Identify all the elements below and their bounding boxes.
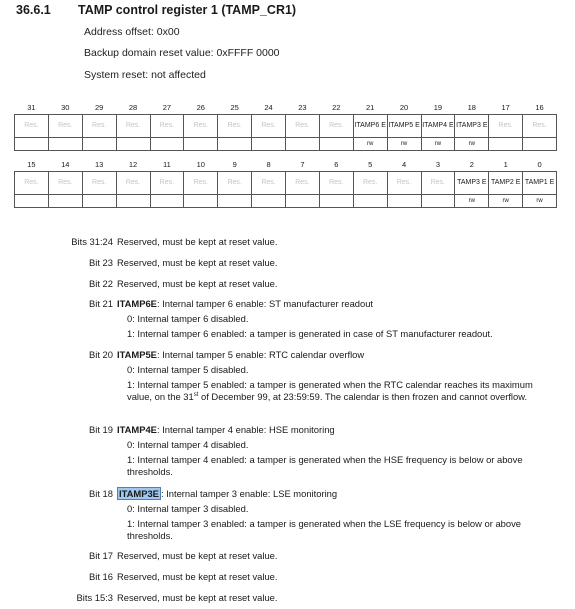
access-type	[319, 195, 353, 208]
access-type	[252, 138, 286, 151]
access-type	[387, 195, 421, 208]
bit-number: 14	[61, 159, 70, 169]
bit-number: 17	[501, 102, 510, 112]
bit-text: Reserved, must be kept at reset value.	[117, 257, 278, 268]
bit-label: Bit 19	[89, 424, 113, 435]
access-type	[319, 138, 353, 151]
bit-label: Bits 15:3	[76, 592, 113, 603]
reserved-field: Res.	[218, 172, 252, 195]
field-name: ITAMP5E	[117, 349, 157, 360]
access-type	[15, 195, 49, 208]
bit-number: 19	[433, 102, 443, 112]
access-type	[286, 195, 320, 208]
register-map-lower	[14, 158, 557, 208]
reserved-field: Res.	[218, 115, 252, 138]
bit-number: 12	[128, 159, 138, 169]
access-type: rw	[455, 195, 489, 208]
bit-label: Bit 23	[89, 257, 113, 268]
bit-text: Reserved, must be kept at reset value.	[117, 571, 278, 582]
bit-text: : Internal tamper 5 enable: RTC calendar overflow	[156, 349, 365, 360]
bit-text: : Internal tamper 4 enable: HSE monitoring	[156, 424, 335, 435]
field-name: ITAMP4E	[117, 424, 157, 435]
value-1: 1: Internal tamper 3 enabled: a tamper is generated when the LSE frequency is below or above thresholds.	[127, 518, 521, 541]
reserved-field: Res.	[184, 115, 218, 138]
register-field: TAMP3 E	[455, 172, 489, 195]
bit-number: 23	[298, 102, 307, 112]
reserved-field: Res.	[319, 115, 353, 138]
bit-number: 2	[469, 159, 474, 169]
access-type	[48, 195, 82, 208]
reserved-field: Res.	[150, 172, 184, 195]
value-0: 0: Internal tamper 4 disabled.	[127, 439, 249, 450]
reserved-field: Res.	[48, 115, 82, 138]
value-1: 1: Internal tamper 5 enabled: a tamper is generated when the RTC calendar reaches its maximum value, on the 31st of December 99, at 23:59:59. The calendar is then frozen and cannot overflow.	[127, 379, 533, 402]
bit-number: 6	[334, 159, 339, 169]
reserved-field: Res.	[150, 115, 184, 138]
reserved-field: Res.	[353, 172, 387, 195]
field-name: ITAMP6E	[117, 298, 157, 309]
section-heading	[16, 3, 296, 17]
access-type: rw	[455, 138, 489, 151]
value-1: 1: Internal tamper 4 enabled: a tamper is generated when the HSE frequency is below or above thresholds.	[127, 454, 523, 477]
reserved-field: Res.	[116, 115, 150, 138]
bit-number: 29	[95, 102, 104, 112]
address-offset: Address offset: 0x00	[84, 26, 180, 38]
value-0: 0: Internal tamper 3 disabled.	[127, 503, 249, 514]
access-type: rw	[523, 195, 557, 208]
access-type: rw	[387, 138, 421, 151]
access-type: rw	[353, 138, 387, 151]
bit-text: : Internal tamper 3 enable: LSE monitoring	[160, 488, 338, 499]
bit-text: Reserved, must be kept at reset value.	[117, 550, 278, 561]
access-type	[82, 195, 116, 208]
access-type	[286, 138, 320, 151]
system-reset: System reset: not affected	[84, 69, 206, 81]
access-type	[150, 195, 184, 208]
bit-text: Reserved, must be kept at reset value.	[117, 278, 278, 289]
bit-number: 8	[266, 159, 271, 169]
bit-number: 22	[332, 102, 341, 112]
reserved-field: Res.	[489, 115, 523, 138]
bit-text: Reserved, must be kept at reset value.	[117, 236, 278, 247]
reserved-field: Res.	[15, 115, 49, 138]
access-type	[489, 138, 523, 151]
bit-number: 18	[467, 102, 476, 112]
access-type	[252, 195, 286, 208]
bit-label: Bit 22	[89, 278, 113, 289]
reserved-field: Res.	[421, 172, 455, 195]
bit-text: : Internal tamper 6 enable: ST manufacturer readout	[156, 298, 374, 309]
register-field: ITAMP3 E	[455, 115, 489, 138]
access-type	[218, 138, 252, 151]
access-type	[116, 138, 150, 151]
access-type	[116, 195, 150, 208]
bit-number: 10	[196, 159, 205, 169]
bit-number: 0	[537, 159, 542, 169]
reserved-field: Res.	[523, 115, 557, 138]
bit-number: 28	[128, 102, 138, 112]
bit-number: 26	[196, 102, 205, 112]
bit-number: 24	[264, 102, 273, 112]
register-field: ITAMP6 E	[353, 115, 387, 138]
access-type	[150, 138, 184, 151]
reserved-field: Res.	[252, 115, 286, 138]
bit-label: Bits 31:24	[71, 236, 113, 247]
access-type	[15, 138, 49, 151]
reserved-field: Res.	[319, 172, 353, 195]
register-field: TAMP1 E	[523, 172, 557, 195]
register-field: ITAMP5 E	[387, 115, 421, 138]
access-type	[218, 195, 252, 208]
register-field: ITAMP4 E	[421, 115, 455, 138]
register-map-upper	[14, 101, 557, 151]
bit-number: 11	[163, 159, 171, 169]
bit-number: 9	[232, 159, 237, 169]
reserved-field: Res.	[286, 172, 320, 195]
access-type	[82, 138, 116, 151]
bit-number: 27	[162, 102, 172, 112]
reserved-field: Res.	[184, 172, 218, 195]
access-type	[184, 195, 218, 208]
reserved-field: Res.	[286, 115, 320, 138]
reserved-field: Res.	[116, 172, 150, 195]
register-field: TAMP2 E	[489, 172, 523, 195]
bit-number: 5	[368, 159, 373, 169]
reserved-field: Res.	[387, 172, 421, 195]
reserved-field: Res.	[48, 172, 82, 195]
bit-label: Bit 16	[89, 571, 113, 582]
bit-number: 30	[61, 102, 70, 112]
reserved-field: Res.	[15, 172, 49, 195]
section-number: 36.6.1	[16, 3, 51, 17]
value-0: 0: Internal tamper 6 disabled.	[127, 313, 249, 324]
bit-label: Bit 17	[89, 550, 113, 561]
bit-number: 3	[435, 159, 441, 169]
access-type: rw	[421, 138, 455, 151]
register-title: TAMP control register 1 (TAMP_CR1)	[78, 3, 297, 17]
reserved-field: Res.	[82, 172, 116, 195]
backup-reset-value: Backup domain reset value: 0xFFFF 0000	[84, 47, 280, 59]
bit-number: 1	[503, 159, 508, 169]
bit-number: 20	[399, 102, 409, 112]
access-type	[184, 138, 218, 151]
bit-number: 13	[95, 159, 104, 169]
access-type	[523, 138, 557, 151]
bit-number: 31	[27, 102, 36, 112]
reserved-field: Res.	[82, 115, 116, 138]
bit-number: 25	[230, 102, 239, 112]
bit-label: Bit 20	[89, 349, 113, 360]
bit-number: 16	[535, 102, 544, 112]
bit-number: 7	[300, 159, 305, 169]
access-type	[48, 138, 82, 151]
reserved-field: Res.	[252, 172, 286, 195]
access-type: rw	[489, 195, 523, 208]
access-type	[421, 195, 455, 208]
bit-number: 4	[401, 159, 407, 169]
value-0: 0: Internal tamper 5 disabled.	[127, 364, 249, 375]
bit-label: Bit 18	[89, 488, 113, 499]
bit-number: 15	[27, 159, 36, 169]
bit-label: Bit 21	[89, 298, 113, 309]
access-type	[353, 195, 387, 208]
bit-text: Reserved, must be kept at reset value.	[117, 592, 278, 603]
bit-number: 21	[366, 102, 375, 112]
value-1: 1: Internal tamper 6 enabled: a tamper is generated in case of ST manufacturer readout.	[127, 328, 493, 339]
field-name-highlighted: ITAMP3E	[119, 488, 159, 499]
